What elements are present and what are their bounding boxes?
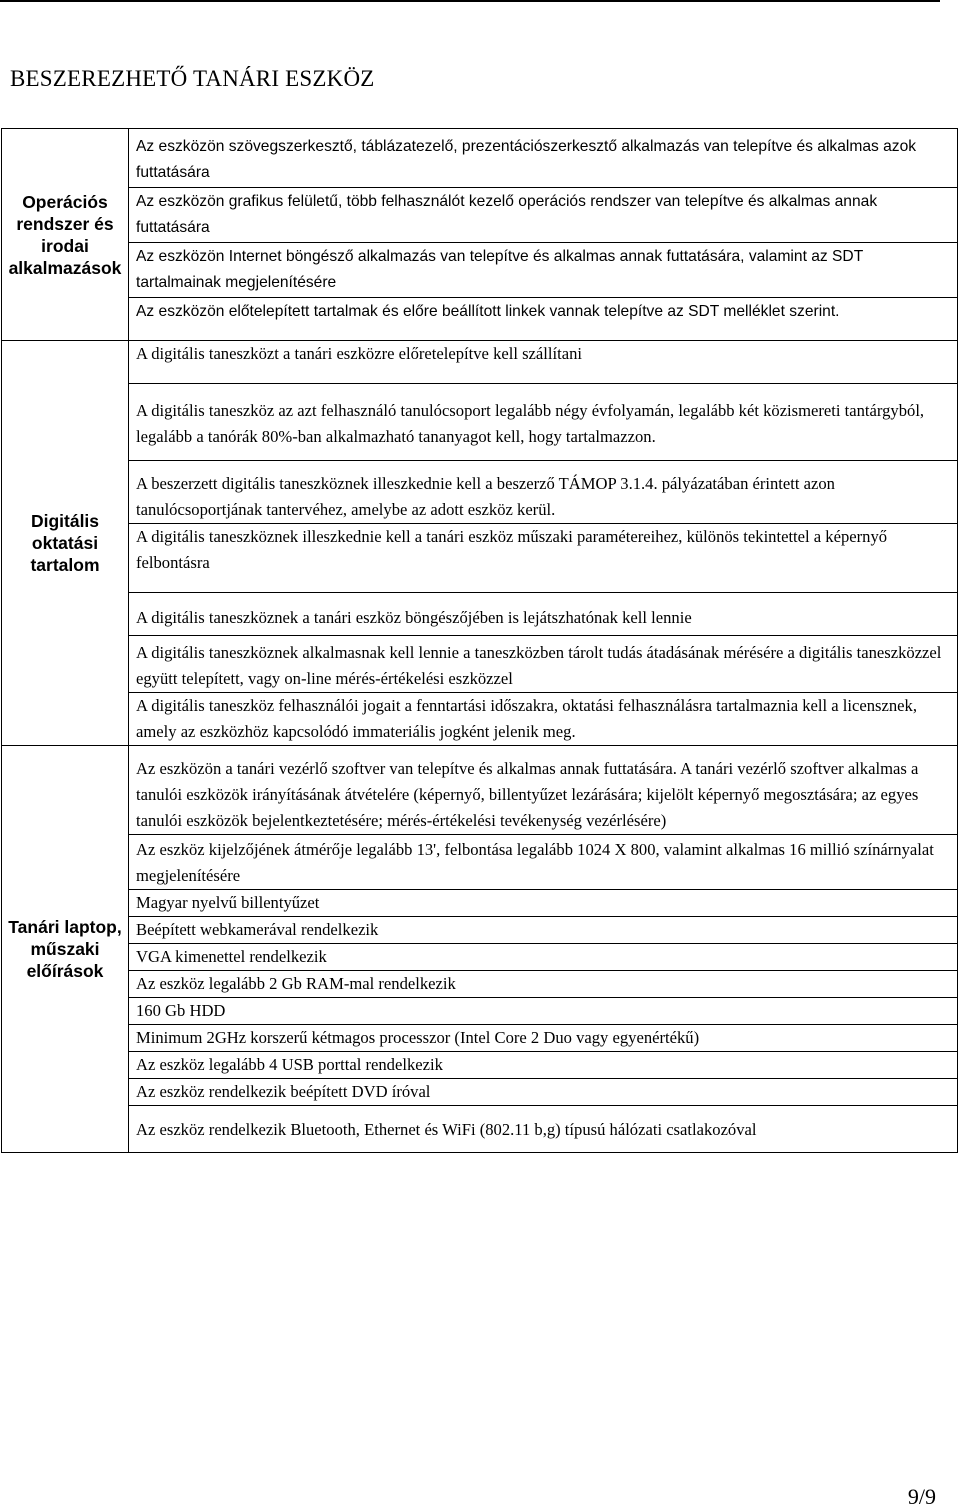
requirements-table bbox=[1, 128, 958, 1153]
requirement-item: Az eszközön előtelepített tartalmak és előre beállított linkek vannak telepítve az SDT melléklet szerint. bbox=[136, 303, 840, 320]
document-title: BESZEREZHETŐ TANÁRI ESZKÖZ bbox=[10, 66, 375, 91]
requirement-item: Az eszközön grafikus felületű, több felhasználót kezelő operációs rendszer van telepítve és alkalmas annak futtatására bbox=[129, 188, 957, 243]
requirement-item: 160 Gb HDD bbox=[129, 998, 957, 1025]
requirement-item: Az eszköz legalább 4 USB porttal rendelkezik bbox=[129, 1052, 957, 1079]
section-laptop-specs bbox=[2, 746, 958, 1153]
section-os-office bbox=[2, 129, 958, 341]
requirement-item: Az eszköz legalább 2 Gb RAM-mal rendelkezik bbox=[129, 971, 957, 998]
page-number: 9/9 bbox=[907, 1484, 936, 1509]
requirement-item: Az eszközön Internet böngésző alkalmazás van telepítve és alkalmas annak futtatására, valamint az SDT tartalmainak megjelenítésére bbox=[129, 243, 957, 298]
requirement-item: Az eszköz rendelkezik Bluetooth, Ethernet és WiFi (802.11 b,g) típusú hálózati csatlakozóval bbox=[136, 1120, 757, 1139]
requirement-item: Minimum 2GHz korszerű kétmagos processzor (Intel Core 2 Duo vagy egyenértékű) bbox=[129, 1025, 957, 1052]
requirement-item: VGA kimenettel rendelkezik bbox=[129, 944, 957, 971]
category-label-digital-content: Digitális oktatási tartalom bbox=[2, 341, 129, 746]
requirement-item: A digitális taneszköz felhasználói jogait a fenntartási időszakra, oktatási felhasználásra tartalmaznia kell a licensznek, amely az eszközhöz kapcsolódó immateriális jogként jelenik meg. bbox=[136, 696, 917, 741]
requirement-item: Magyar nyelvű billentyűzet bbox=[129, 890, 957, 917]
requirement-item: A digitális taneszközt a tanári eszközre előretelepítve kell szállítani bbox=[129, 341, 957, 384]
category-label-laptop-specs: Tanári laptop, műszaki előírások bbox=[2, 746, 129, 1153]
requirement-item: Az eszköz kijelzőjének átmérője legalább 13', felbontása legalább 1024 X 800, valamint alkalmas 16 millió színárnyalat megjelenítésére bbox=[129, 835, 957, 890]
requirement-item: Az eszközön a tanári vezérlő szoftver van telepítve és alkalmas annak futtatására. A tanári vezérlő szoftver alkalmas a tanulói eszközök irányításának átvételére (képernyő, billentyűzet lezárására; kijelölt képernyő megosztására; az egyes tanulói eszközök bejelentkeztetésére; mérés-értékelési tevékenység vezérlésére) bbox=[129, 746, 957, 835]
requirement-item: Beépített webkamerával rendelkezik bbox=[129, 917, 957, 944]
requirement-item: A digitális taneszköznek a tanári eszköz böngészőjében is lejátszhatónak kell lennie bbox=[129, 593, 957, 636]
requirement-item: A digitális taneszköznek illeszkednie kell a tanári eszköz műszaki paramétereihez, különös tekintettel a képernyő felbontásra bbox=[129, 524, 957, 593]
requirement-item: A digitális taneszköz az azt felhasználó tanulócsoport legalább négy évfolyamán, legalább két közismereti tantárgyból, legalább a tanórák 80%-ban alkalmazható tananyagot kell, hogy tartalmazzon. bbox=[129, 384, 957, 461]
section-items bbox=[129, 341, 958, 746]
section-items bbox=[129, 129, 958, 341]
requirement-item: A beszerzett digitális taneszköznek illeszkednie kell a beszerző TÁMOP 3.1.4. pályázatában érintett azon tanulócsoportjának tantervéhez, amelybe az adott eszköz kerül. bbox=[129, 461, 957, 524]
top-rule bbox=[0, 0, 940, 2]
category-label-os-office: Operációs rendszer és irodai alkalmazások bbox=[2, 129, 129, 341]
section-digital-content bbox=[2, 341, 958, 746]
requirement-item: A digitális taneszköznek alkalmasnak kell lennie a taneszközben tárolt tudás átadásának mérésére a digitális taneszközzel együtt telepített, vagy on-line mérés-értékelési eszközzel bbox=[129, 636, 957, 693]
requirement-item: Az eszköz rendelkezik beépített DVD íróval bbox=[129, 1079, 957, 1106]
requirement-item: Az eszközön szövegszerkesztő, táblázatezelő, prezentációszerkesztő alkalmazás van telepítve és alkalmas azok futtatására bbox=[129, 129, 957, 188]
section-items bbox=[129, 746, 958, 1153]
